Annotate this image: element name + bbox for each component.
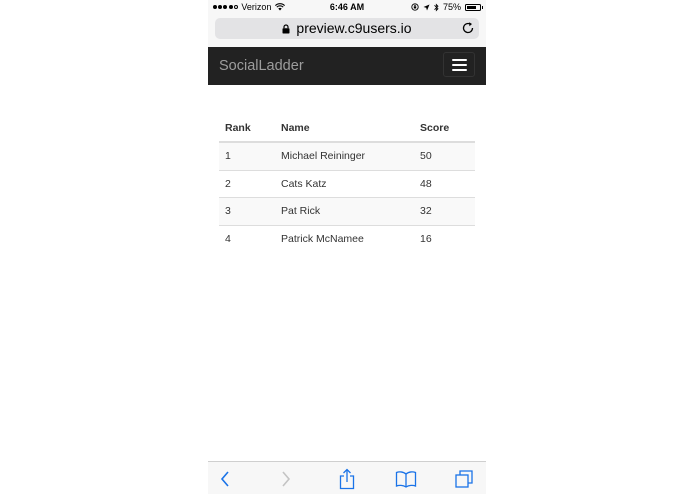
battery-percent: 75% (442, 2, 461, 12)
status-bar (208, 0, 486, 15)
table-row (219, 198, 475, 226)
status-right (411, 2, 481, 12)
lock-icon (282, 24, 290, 34)
cell-name: Patrick McNamee (275, 225, 414, 252)
navbar-toggle-button[interactable] (443, 52, 475, 77)
cell-rank: 3 (219, 198, 275, 226)
leaderboard-table-container (219, 115, 475, 252)
share-button[interactable] (336, 468, 358, 490)
share-icon (338, 468, 356, 490)
cell-rank: 4 (219, 225, 275, 252)
back-button[interactable] (214, 468, 236, 490)
battery-icon (465, 4, 481, 11)
cell-score: 16 (414, 225, 475, 252)
status-time: 6:46 AM (329, 2, 365, 12)
table-header-row (219, 115, 475, 142)
header-score: Score (414, 115, 475, 142)
cell-name: Pat Rick (275, 198, 414, 226)
cell-rank: 1 (219, 142, 275, 170)
bluetooth-icon (434, 3, 439, 12)
cell-name: Michael Reininger (275, 142, 414, 170)
navbar (208, 47, 486, 85)
orientation-lock-icon (411, 3, 419, 11)
reload-icon[interactable] (461, 21, 475, 35)
table-row (219, 225, 475, 252)
table-row (219, 142, 475, 170)
battery-fill (467, 6, 476, 9)
tabs-button[interactable] (453, 468, 475, 490)
location-icon (423, 4, 430, 11)
back-icon (219, 470, 231, 488)
url-text: preview.c9users.io (296, 20, 412, 36)
navbar-brand[interactable]: SocialLadder (219, 58, 304, 74)
forward-icon (280, 470, 292, 488)
cell-score: 50 (414, 142, 475, 170)
cell-score: 32 (414, 198, 475, 226)
phone-screen (208, 0, 486, 494)
forward-button[interactable] (275, 468, 297, 490)
bookmarks-button[interactable] (395, 468, 417, 490)
tabs-icon (454, 469, 474, 489)
bookmarks-icon (395, 470, 417, 488)
carrier-label: Verizon (241, 2, 272, 12)
url-display[interactable] (215, 20, 479, 36)
header-name: Name (275, 115, 414, 142)
header-rank: Rank (219, 115, 275, 142)
cell-rank: 2 (219, 170, 275, 198)
table-row (219, 170, 475, 198)
leaderboard-table (219, 115, 475, 252)
cell-score: 48 (414, 170, 475, 198)
browser-toolbar (208, 461, 486, 494)
browser-address-area (208, 15, 486, 47)
cell-name: Cats Katz (275, 170, 414, 198)
address-bar[interactable] (215, 18, 479, 39)
